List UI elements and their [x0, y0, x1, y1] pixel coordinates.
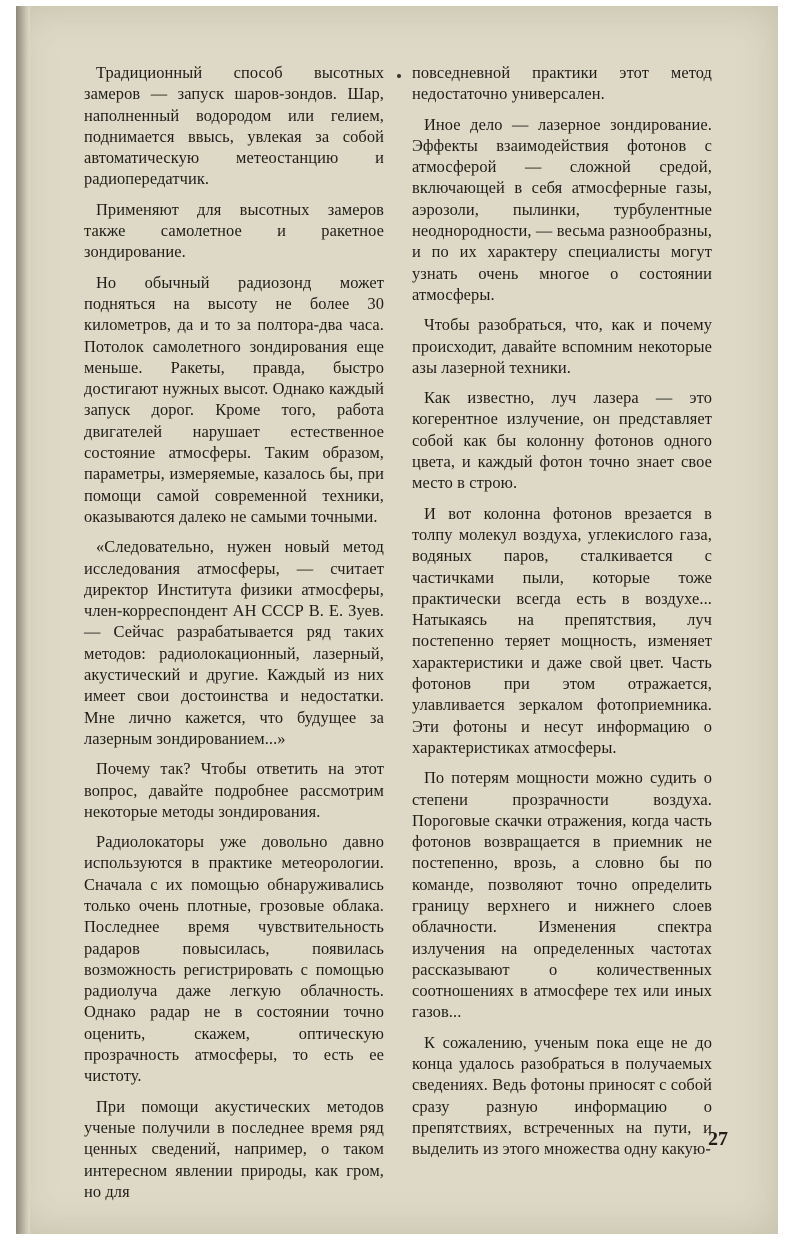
text-column-right: [412, 62, 712, 1169]
paragraph: По потерям мощности можно судить о степени прозрачности воздуха. Пороговые скачки отражения, когда часть фотонов возвращается в приемник не постепенно, врозь, а словно бы по команде, позволяют точно определить границу верхнего и нижнего слоев облачности. Изменения спектра излучения на определенных частотах рассказывают о количественных соотношениях в атмосфере тех или иных газов...: [412, 768, 712, 1022]
margin-mark: [397, 74, 401, 78]
paragraph: «Следовательно, нужен новый метод исследования атмосферы, — считает директор Института физики атмосферы, член-корреспондент АН СССР В. Е. Зуев. — Сейчас разрабатывается ряд таких методов: радиолокационный, лазерный, акустический и другие. Каждый из них имеет свои достоинства и недостатки. Мне лично кажется, что будущее за лазерным зондированием...»: [84, 537, 384, 748]
paragraph: Но обычный радиозонд может подняться на высоту не более 30 километров, да и то за полтора-два часа. Потолок самолетного зондирования еще меньше. Ракеты, правда, быстро достигают нужных высот. Однако каждый запуск дорог. Кроме того, работа двигателей нарушает естественное состояние атмосферы. Таким образом, параметры, измеряемые, казалось бы, при помощи самой современной техники, оказываются далеко не самыми точными.: [84, 272, 384, 526]
page-number: 27: [708, 1128, 728, 1150]
paragraph: Радиолокаторы уже довольно давно используются в практике метеорологии. Сначала с их помощью обнаруживались только очень плотные, грозовые облака. Последнее время чувствительность радаров повысилась, появилась возможность регистрировать с помощью радиолуча даже легкую облачность. Однако радар не в состоянии точно оценить, скажем, оптическую прозрачность атмосферы, то есть ее чистоту.: [84, 832, 384, 1086]
paragraph: Применяют для высотных замеров также самолетное и ракетное зондирование.: [84, 199, 384, 262]
paragraph: И вот колонна фотонов врезается в толпу молекул воздуха, углекислого газа, водяных паров, сталкивается с частичками пыли, которые тоже практически всегда есть в воздухе... Натыкаясь на препятствия, луч постепенно теряет мощность, изменяет характеристики и даже свой цвет. Часть фотонов при этом отражается, улавливается зеркалом фотоприемника. Эти фотоны и несут информацию о характеристиках атмосферы.: [412, 503, 712, 757]
paragraph: При помощи акустических методов ученые получили в последнее время ряд ценных сведений, например, о таком интересном явлении природы, как гром, но для: [84, 1096, 384, 1201]
paragraph: Чтобы разобраться, что, как и почему происходит, давайте вспомним некоторые азы лазерной техники.: [412, 315, 712, 377]
paragraph: К сожалению, ученым пока еще не до конца удалось разобраться в получаемых сведениях. Ведь фотоны приносят с собой сразу разную информацию о препятствиях, встреченных на пути, и выделить из этого множества одну какую-: [412, 1032, 712, 1159]
paragraph: Как известно, луч лазера — это когерентное излучение, он представляет собой как бы колонну фотонов одного цвета, и каждый фотон точно знает свое место в строю.: [412, 388, 712, 493]
paragraph: Почему так? Чтобы ответить на этот вопрос, давайте подробнее рассмотрим некоторые методы зондирования.: [84, 759, 384, 821]
paragraph: Иное дело — лазерное зондирование. Эффекты взаимодействия фотонов с атмосферой — сложной средой, включающей в себя атмосферные газы, аэрозоли, пылинки, турбулентные неоднородности, — весьма разнообразны, и по их характеру специалисты могут узнать очень многое о состоянии атмосферы.: [412, 114, 712, 304]
book-spine-shadow: [16, 6, 30, 1234]
paragraph: Традиционный способ высотных замеров — запуск шаров-зондов. Шар, наполненный водородом или гелием, поднимается ввысь, увлекая за собой автоматическую метеостанцию и радиопередатчик.: [84, 63, 384, 189]
text-column-left: [84, 62, 384, 1211]
paragraph: повседневной практики этот метод недостаточно универсален.: [412, 63, 712, 104]
